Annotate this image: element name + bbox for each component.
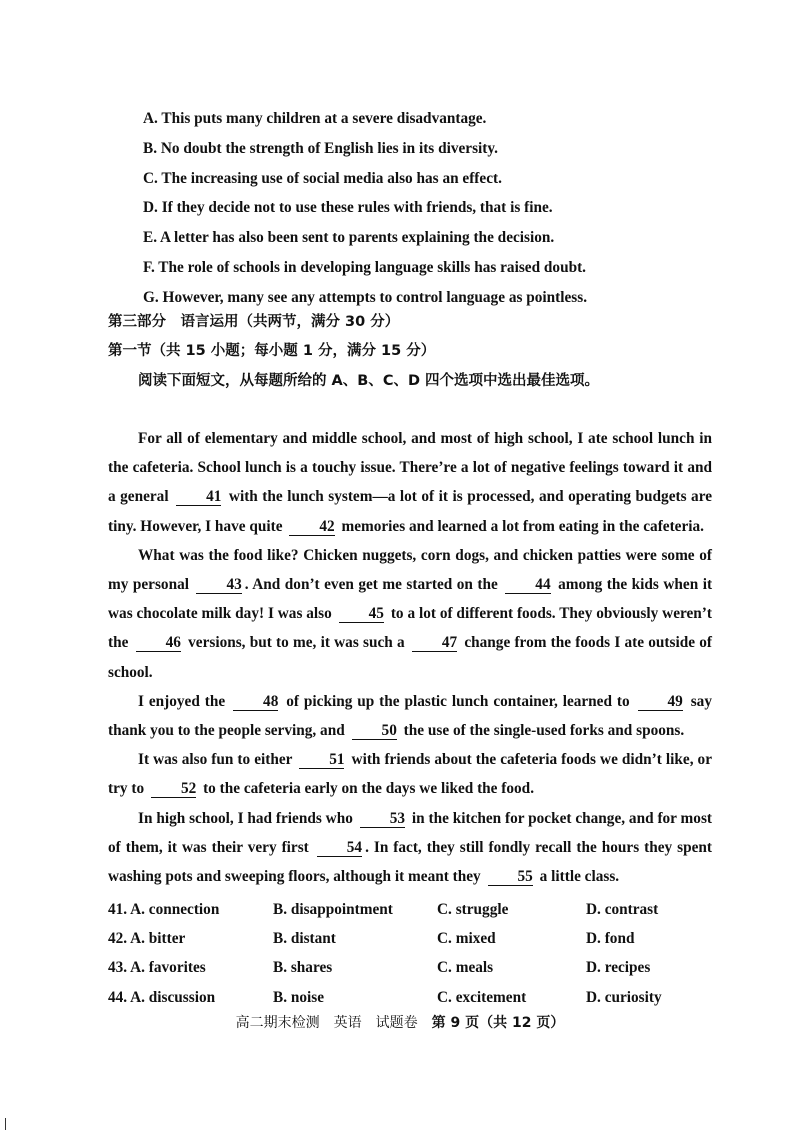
answer-choices	[108, 895, 728, 1012]
question-43-choices: 43. A. favorites B. shares C. meals D. recipes	[108, 959, 651, 977]
option-d: D. If they decide not to use these rules with friends, that is fine.	[143, 199, 553, 217]
page-footer	[0, 1012, 800, 1032]
question-41-choices: 41. A. connection B. disappointment C. struggle D. contrast	[108, 901, 659, 918]
page-number: 第 9 页（共 12 页）	[431, 1015, 565, 1031]
seven-choice-options	[143, 104, 763, 313]
option-c: C. The increasing use of social media also has an effect.	[143, 169, 502, 187]
section1-heading: 第一节（共 15 小题；每小题 1 分，满分 15 分）	[108, 343, 436, 359]
option-b: B. No doubt the strength of English lies in its diversity.	[143, 139, 498, 157]
blank-53: 53	[360, 811, 405, 828]
option-f: F. The role of schools in developing language skills has raised doubt.	[143, 258, 586, 276]
blank-47: 47	[412, 635, 457, 652]
blank-52: 52	[151, 781, 196, 798]
paragraph-5: In high school, I had friends who 53 in the kitchen for pocket change, and for most of them, it was their very first 54 . In fact, they still fondly recall the hours they spent washing pots and sweeping floors, although it meant they 55 a little class.	[108, 809, 712, 886]
blank-43: 43	[196, 577, 241, 594]
blank-54: 54	[317, 840, 362, 857]
paragraph-1: For all of elementary and middle school, and most of high school, I ate school lunch in the cafeteria. School lunch is a touchy issue. There’re a lot of negative feelings toward it and a general 41 with the lunch system—a lot of it is processed, and operating budgets are tiny. However, I have quite 42 memories and learned a lot from eating in the cafeteria.	[108, 430, 712, 535]
question-42-choices: 42. A. bitter B. distant C. mixed D. fond	[108, 930, 635, 948]
blank-41: 41	[176, 489, 221, 506]
paragraph-4: It was also fun to either 51 with friends about the cafeteria foods we didn’t like, or try to 52 to the cafeteria early on the days we liked the food.	[108, 751, 712, 798]
question-44-choices: 44. A. discussion B. noise C. excitement D. curiosity	[108, 988, 662, 1006]
blank-50: 50	[352, 723, 397, 740]
blank-45: 45	[339, 606, 384, 623]
option-a: A. This puts many children at a severe disadvantage.	[143, 110, 487, 127]
blank-49: 49	[638, 694, 683, 711]
blank-55: 55	[488, 869, 533, 886]
instruction: 阅读下面短文，从每题所给的 A、B、C、D 四个选项中选出最佳选项。	[138, 373, 600, 389]
option-g: G. However, many see any attempts to control language as pointless.	[143, 288, 588, 306]
blank-46: 46	[136, 635, 181, 652]
blank-51: 51	[299, 752, 344, 769]
blank-48: 48	[233, 694, 278, 711]
exam-title: 高二期末检测 英语 试题卷	[235, 1015, 432, 1031]
cloze-passage	[108, 424, 712, 891]
blank-42: 42	[289, 519, 334, 536]
blank-44: 44	[505, 577, 550, 594]
paragraph-3: I enjoyed the 48 of picking up the plastic lunch container, learned to 49 say thank you to the people serving, and 50 the use of the single-used forks and spoons.	[108, 692, 712, 740]
part3-heading: 第三部分 语言运用（共两节，满分 30 分）	[108, 314, 400, 330]
option-e: E. A letter has also been sent to parents explaining the decision.	[143, 229, 555, 247]
scan-edge-mark	[5, 1118, 6, 1130]
paragraph-2: What was the food like? Chicken nuggets, corn dogs, and chicken patties were some of my personal 43 . And don’t even get me started on the 44 among the kids when it was chocolate milk day! I was also 45 to a lot of different foods. They obviously weren’t the 46 versions, but to me, it was such a 47 change from the foods I ate outside of school.	[108, 546, 713, 681]
